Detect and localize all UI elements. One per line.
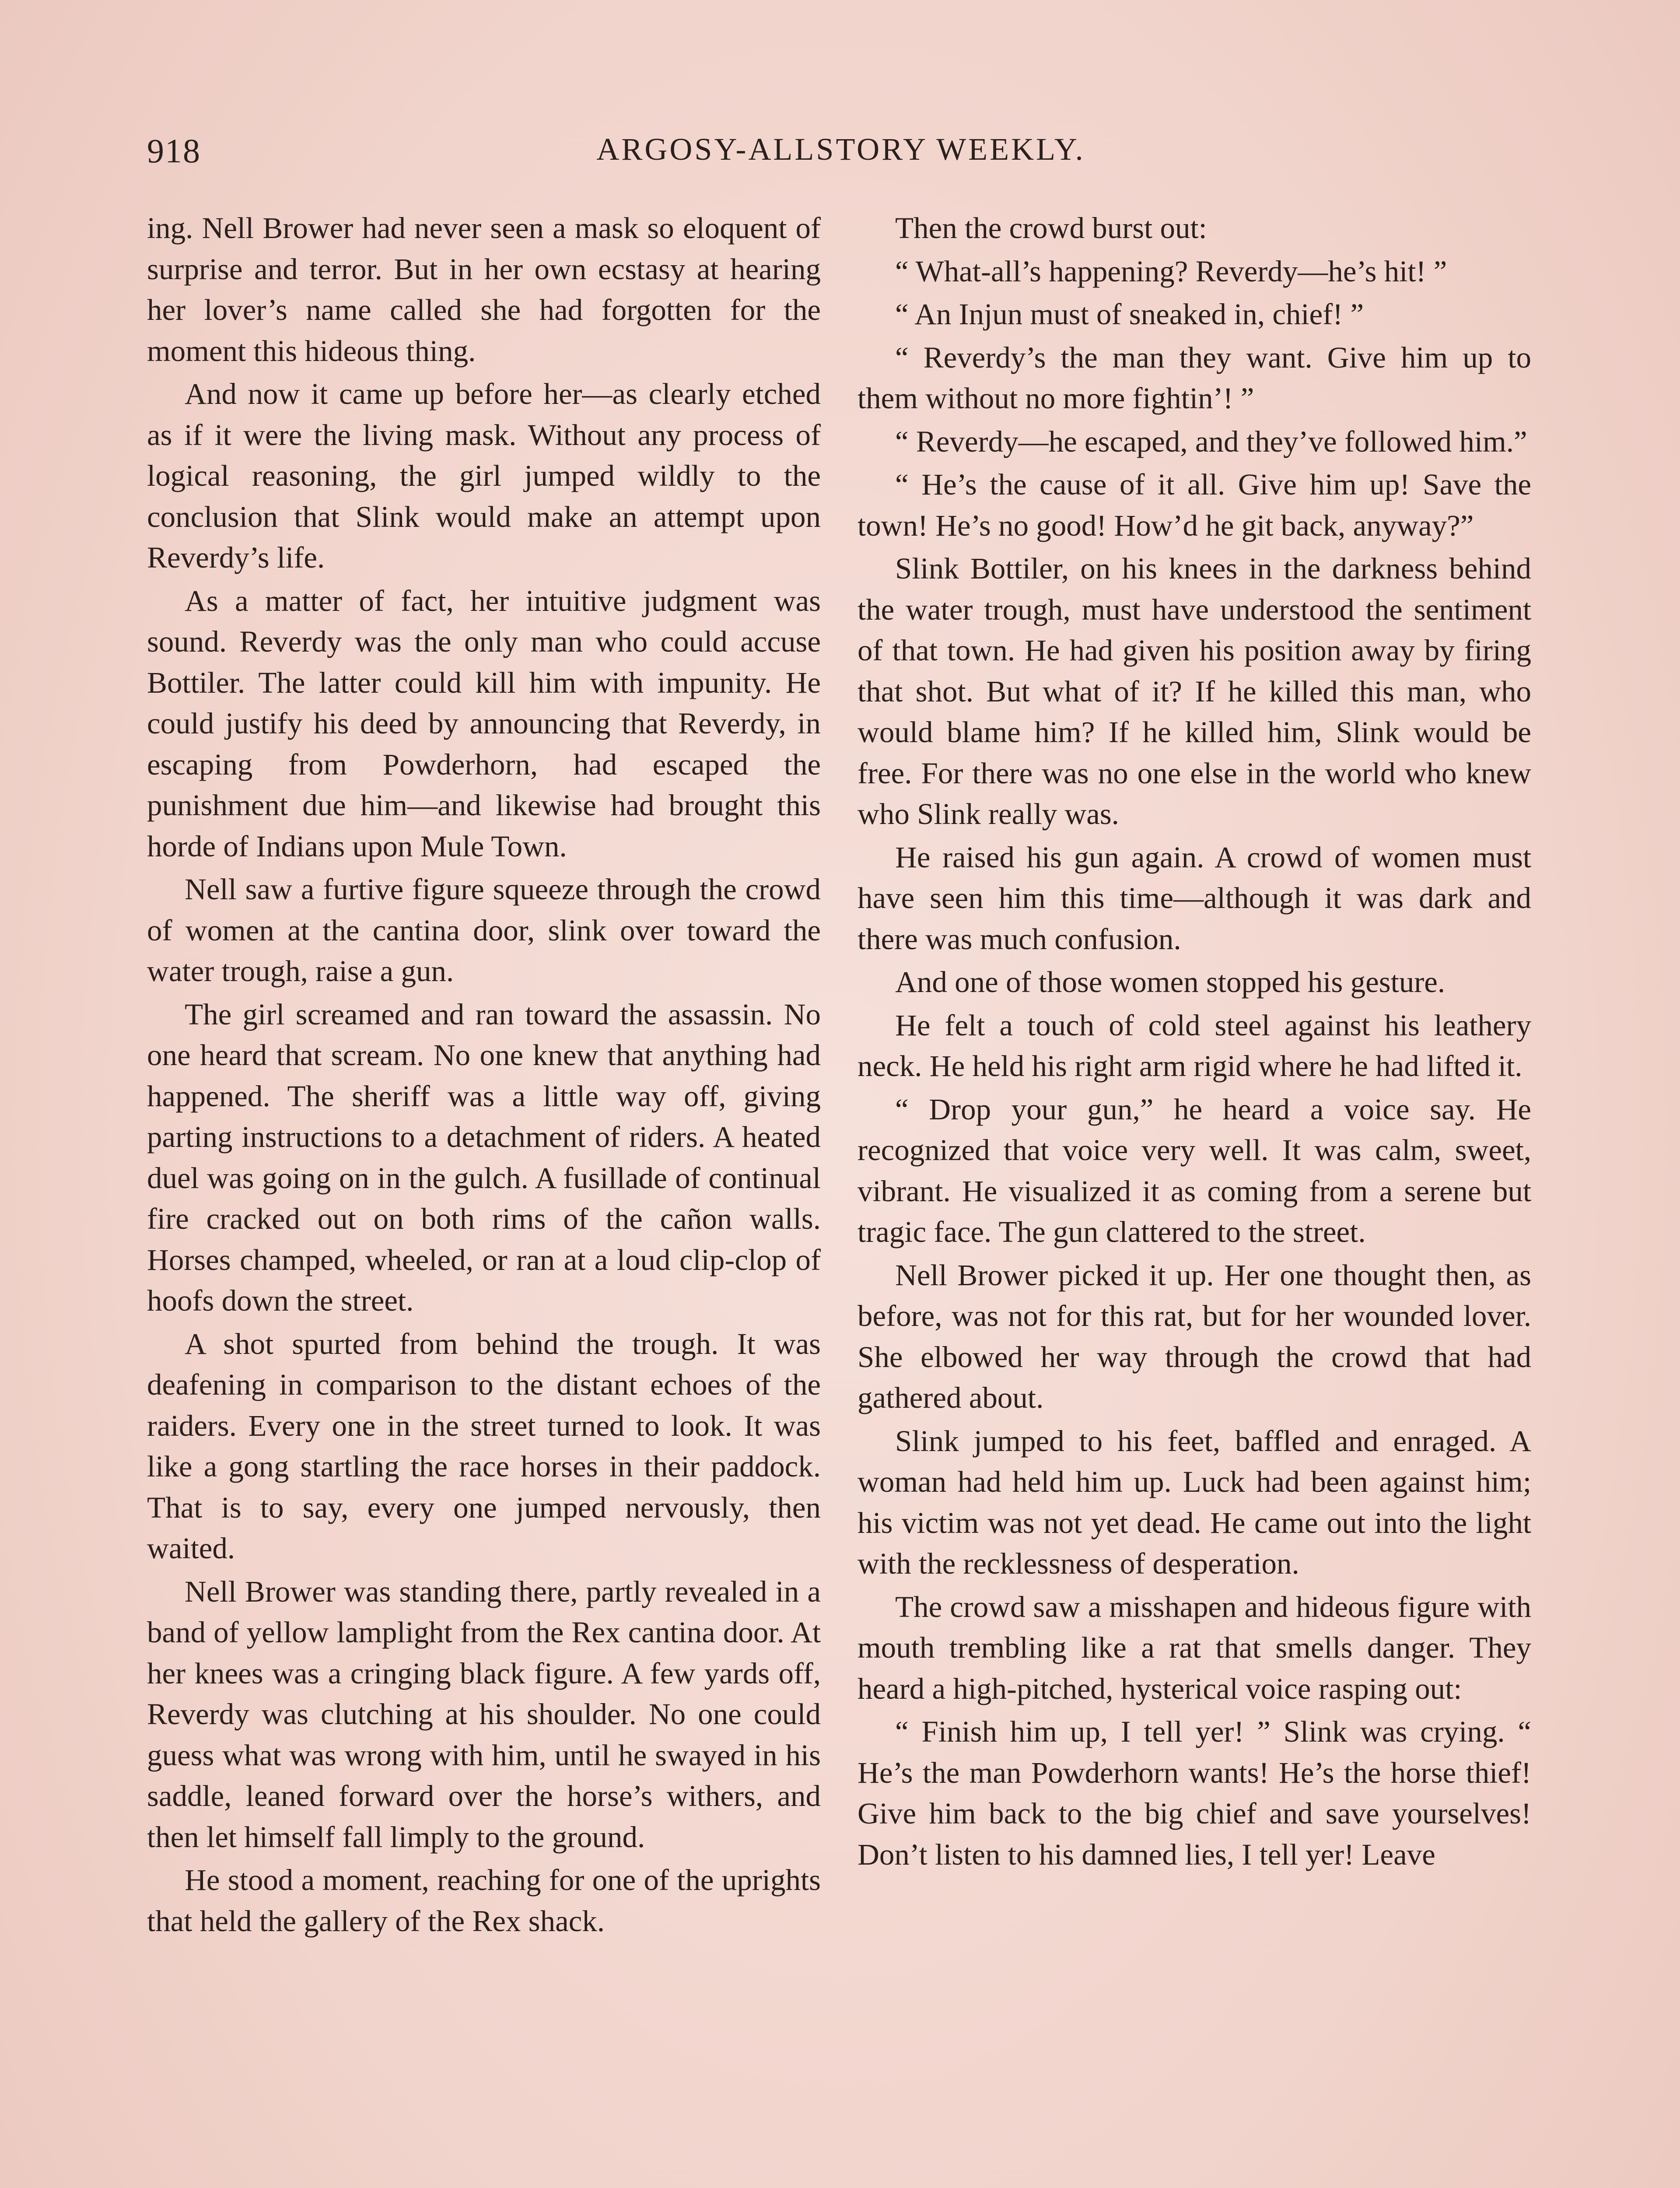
paragraph: A shot spurted from behind the trough. It was deafening in comparison to the distant echoes of the raiders. Every one in the street turned to look. It was like a gong startling the race horses in their paddock. That is to say, every one jumped nervously, then waited.	[147, 1327, 821, 1565]
paragraph: “ He’s the cause of it all. Give him up! Save the town! He’s no good! How’d he git back, anyway?”	[858, 468, 1531, 542]
paragraph: And now it came up before her—as clearly etched as if it were the living mask. Without any process of logical reasoning, the girl jumped wildly to the conclusion that Slink would make an attempt upon Reverdy’s life.	[147, 377, 821, 574]
paragraph: Slink jumped to his feet, baffled and enraged. A woman had held him up. Luck had been against him; his victim was not yet dead. He came out into the light with the recklessness of desperation.	[858, 1424, 1531, 1580]
paragraph: “ Reverdy’s the man they want. Give him up to them without no more fightin’! ”	[858, 340, 1531, 415]
paragraph: He raised his gun again. A crowd of women must have seen him this time—although it was dark and there was much confusion.	[858, 840, 1531, 956]
right-column	[858, 208, 1531, 1877]
page-number: 918	[147, 132, 201, 170]
paragraph: Nell saw a furtive figure squeeze through the crowd of women at the cantina door, slink over toward the water trough, raise a gun.	[147, 873, 821, 988]
paragraph: “ An Injun must of sneaked in, chief! ”	[895, 298, 1364, 331]
left-column	[147, 208, 821, 1944]
paragraph: Slink Bottiler, on his knees in the darkness behind the water trough, must have understood the sentiment of that town. He had given his position away by firing that shot. But what of it? If he killed this man, who would blame him? If he killed him, Slink would be free. For there was no one else in the world who knew who Slink really was.	[858, 552, 1531, 831]
paragraph: Nell Brower picked it up. Her one thought then, as before, was not for this rat, but for her wounded lover. She elbowed her way through the crowd that had gathered about.	[858, 1258, 1531, 1414]
paragraph: “ Reverdy—he escaped, and they’ve followed him.”	[895, 424, 1527, 458]
paragraph: And one of those women stopped his gesture.	[895, 965, 1446, 999]
paragraph: Then the crowd burst out:	[895, 211, 1207, 245]
paragraph: As a matter of fact, her intuitive judgment was sound. Reverdy was the only man who could accuse Bottiler. The latter could kill him with impunity. He could justify his deed by announcing that Reverdy, in escaping from Powderhorn, had escaped the punishment due him—and likewise had brought this horde of Indians upon Mule Town.	[147, 584, 821, 863]
paragraph: The girl screamed and ran toward the assassin. No one heard that scream. No one knew that anything had happened. The sheriff was a little way off, giving parting instructions to a detachment of riders. A heated duel was going on in the gulch. A fusillade of continual fire cracked out on both rims of the cañon walls. Horses champed, wheeled, or ran at a loud clip-clop of hoofs down the street.	[147, 997, 821, 1317]
paragraph: He stood a moment, reaching for one of the uprights that held the gallery of the Rex shack.	[147, 1863, 821, 1938]
paragraph: “ Drop your gun,” he heard a voice say. He recognized that voice very well. It was calm, sweet, vibrant. He visualized it as coming from a serene but tragic face. The gun clattered to the street.	[858, 1092, 1531, 1248]
paragraph: “ What-all’s happening? Reverdy—he’s hit! ”	[895, 254, 1447, 288]
paragraph: He felt a touch of cold steel against his leathery neck. He held his right arm rigid where he had lifted it.	[858, 1008, 1531, 1083]
paragraph: ing. Nell Brower had never seen a mask so eloquent of surprise and terror. But in her own ecstasy at hearing her lover’s name called she had forgotten for the moment this hideous thing.	[147, 211, 821, 368]
running-title: ARGOSY-ALLSTORY WEEKLY.	[596, 132, 1085, 167]
paragraph: Nell Brower was standing there, partly revealed in a band of yellow lamplight from the Rex cantina door. At her knees was a cringing black figure. A few yards off, Reverdy was clutching at his shoulder. No one could guess what was wrong with him, until he swayed in his saddle, leaned forward over the horse’s withers, and then let himself fall limply to the ground.	[147, 1574, 821, 1854]
paragraph: “ Finish him up, I tell yer! ” Slink was crying. “ He’s the man Powderhorn wants! He’s the horse thief! Give him back to the big chief and save yourselves! Don’t listen to his damned lies, I tell yer! Leave	[858, 1715, 1531, 1871]
page-header	[147, 131, 1535, 184]
paragraph: The crowd saw a misshapen and hideous figure with mouth trembling like a rat that smells danger. They heard a high-pitched, hysterical voice rasping out:	[858, 1590, 1531, 1705]
